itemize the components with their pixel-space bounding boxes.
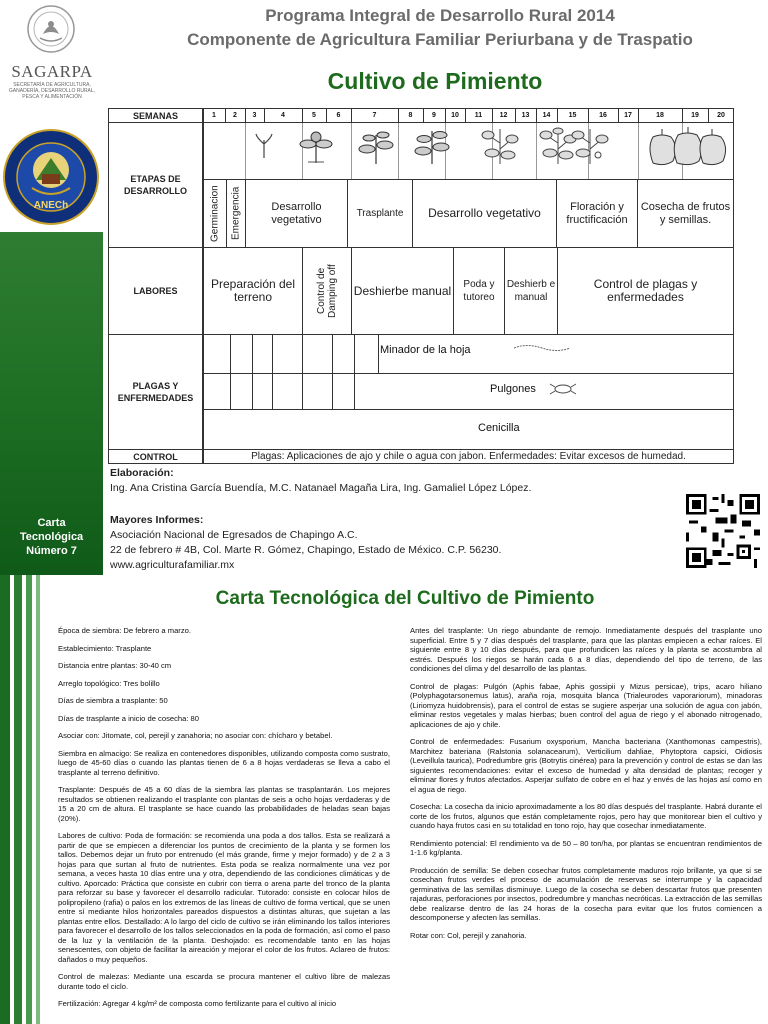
week-divider [245, 108, 246, 123]
week-divider [326, 108, 327, 123]
elaboracion-heading: Elaboración: [110, 467, 174, 479]
week-number: 5 [312, 111, 316, 119]
plaga-grid-line [252, 334, 253, 374]
row-label-plagas: PLAGAS Y ENFERMEDADES [108, 334, 203, 450]
carta-paragraph: Establecimiento: Trasplante [58, 643, 152, 653]
qr-code-icon [686, 494, 760, 568]
labor-deshierbe-2: Deshierb e manual [504, 247, 558, 335]
plant-stage-icon [358, 127, 394, 165]
week-divider [264, 108, 265, 123]
plaga-grid-line [332, 334, 333, 374]
week-number: 10 [451, 111, 459, 119]
weeks-label: SEMANAS [108, 108, 203, 123]
carta-number-label [0, 516, 103, 558]
carta-paragraph: Asociar con: Jitomate, col, perejil y zanahoria; no asociar con: chícharo y betabel. [58, 731, 333, 740]
carta-paragraph: Trasplante: Después de 45 a 60 días de la siembra las plantas se trasplantarán. Los mejores resultados se obtienen realizando el trasplante con plantas de seis a ocho hojas verdaderas y de 15 a 20 cm de altura. El trasplante se hace cuando las probabilidades de heladas sean bajas (20%). [58, 785, 390, 823]
week-divider [515, 108, 516, 123]
labor-preparacion: Preparación del terreno [203, 247, 303, 335]
address: 22 de febrero # 4B, Col. Marte R. Gómez, Chapingo, Estado de México. C.P. 56230. [110, 544, 502, 556]
plaga-grid-line [378, 334, 379, 374]
week-divider [465, 108, 466, 123]
carta-paragraph: Producción de semilla: Se deben cosechar frutos completamente maduros rojo brillante, ya que si se cosechan frutos verdes el proceso de acumulación de reservas se interrumpe y la capacidad germinativa de las semillas disminuye. Luego de la cosecha se deben descartar frutos que presenten rajaduras, perforaciones por insectos, podredumbre y manchas necróticas. La extracción de las semillas debe realizarse dentro de las 24 horas de la cosecha para evitar que los frutos comiencen a descomponerse y afecten las semillas. [410, 865, 762, 922]
week-divider [588, 108, 589, 123]
flowering-plant-icon [570, 125, 610, 165]
plaga-minador: Minador de la hoja [380, 344, 471, 356]
plagas-row-3 [203, 409, 734, 450]
stage-floracion: Floración y fructificación [556, 179, 638, 248]
week-number: 19 [691, 111, 699, 119]
anech-label: ANECh [33, 200, 69, 211]
week-number: 7 [372, 111, 377, 119]
week-number: 2 [233, 111, 237, 119]
carta-paragraph: Días de trasplante a inicio de cosecha: 80 [58, 713, 199, 723]
page-title: Cultivo de Pimiento [327, 68, 543, 94]
plaga-grid-line [302, 373, 303, 410]
carta-band [0, 232, 103, 575]
week-divider [682, 108, 683, 123]
week-divider [225, 108, 226, 123]
young-plant-icon [298, 130, 334, 164]
week-number: 3 [252, 111, 257, 119]
info-heading: Mayores Informes: [110, 514, 204, 526]
week-number: 15 [568, 111, 577, 119]
stage-desarrollo-2: Desarrollo vegetativo [412, 179, 557, 248]
week-number: 9 [432, 111, 436, 119]
carta-paragraph: Días de siembra a trasplante: 50 [58, 696, 168, 705]
plaga-grid-line [230, 334, 231, 374]
plaga-grid-line [272, 334, 273, 374]
carta-paragraph: Fertilización: Agregar 4 kg/m² de composta como fertilizante para el cultivo al inicio [58, 999, 337, 1008]
stage-desarrollo-1: Desarrollo vegetativo [245, 179, 348, 248]
row-label-labores: LABORES [108, 247, 203, 335]
organization: Asociación Nacional de Egresados de Chapingo A.C. [110, 529, 358, 541]
labor-deshierbe: Deshierbe manual [351, 247, 454, 335]
week-divider [638, 108, 639, 123]
carta-paragraph: Rotar con: Col, perejil y zanahoria. [410, 930, 527, 940]
week-number: 1 [212, 111, 216, 119]
sagarpa-logo: SAGARPA [11, 62, 93, 81]
sagarpa-subtitle: SECRETARÍA DE AGRICULTURA, GANADERÍA, DESARROLLO RURAL, PESCA Y ALIMENTACIÓN [8, 82, 96, 100]
plaga-grid-line [354, 373, 355, 410]
carta-paragraph: Rendimiento potencial: El rendimiento va de 50 – 80 ton/ha, por plantas se encuentran rendimientos de 1-1.6 kg/planta. [410, 838, 762, 857]
week-divider [557, 108, 558, 123]
plaga-pulgones: Pulgones [490, 383, 536, 395]
stage-emergencia: Emergencia [226, 179, 246, 248]
pepper-fruits-icon [643, 127, 729, 167]
seedling-icon [253, 130, 275, 160]
week-divider [708, 108, 709, 123]
carta-line3: Número 7 [26, 545, 77, 557]
labor-damping: Control de Damping off [302, 247, 352, 335]
component-title: Componente de Agricultura Familiar Periurbana y de Traspatio [187, 30, 693, 49]
carta-paragraph: Cosecha: La cosecha da inicio aproximadamente a los 80 días después del trasplante. Habrá durante el corte de los frutos, algunos que están completamente rojos, pero hay que monitorear bien el cultivo y cuando haya frutos casi en su totalidad en tono rojo, hay que cosechar inmediatamente. [410, 802, 762, 830]
decorative-stripes [0, 575, 40, 1024]
labor-control-plagas: Control de plagas y enfermedades [557, 247, 734, 335]
carta-right-column [410, 626, 762, 948]
carta-left-column [58, 626, 390, 1017]
carta-paragraph: Época de siembra: De febrero a marzo. [58, 626, 191, 635]
control-text: Plagas: Aplicaciones de ajo y chile o agua con jabon. Enfermedades: Evitar excesos de humedad. [203, 449, 734, 464]
week-divider [618, 108, 619, 123]
week-number: 6 [336, 111, 341, 119]
week-number: 17 [624, 111, 632, 119]
carta-paragraph: Arreglo topológico: Tres bolillo [58, 678, 160, 688]
stage-trasplante: Trasplante [347, 179, 413, 248]
carta-paragraph: Control de enfermedades: Fusarium oxysporium, Mancha bacteriana (Xanthomonas campestris), Marchitez bateriana (Ralstonia solanacearum), Verticilium dahliae, Phytoptora capsici, Oidiosis (Leveillula taurica), Podredumbre gris (Botrytis cinérea) para la prevención y control de estas se dan las siguientes recomendaciones: evitar el exceso de humedad y alta densidad de plantas; recoger y eliminar flores y frutos afectados. Asperjar sulfato de cobre en el haz y envés de las hojas así como en el agua de riego. [410, 737, 762, 794]
week-number: 20 [717, 111, 725, 119]
week-divider [423, 108, 424, 123]
week-divider [492, 108, 493, 123]
week-number: 13 [521, 111, 530, 119]
crop-calendar [108, 108, 734, 464]
stage-germinacion: Germinacion [203, 179, 227, 248]
carta-paragraph: Labores de cultivo: Poda de formación: se recomienda una poda a dos tallos. Esta se realizará a partir de que se empiecen a diferenciar los puntos de crecimiento de la planta y se formen los tallos. Debemos dejar un fruto por entrenudo (el más grande, firme y mejor formado) y de 2 a 3 hojas para que surtan al fruto de nutrientes. Esta poda se realiza normalmente una vez por semana, a veces hasta 10 días entre una y otra, dependiendo de las condiciones climáticas y de cultivo. Aporcado: Práctica que consiste en cubrir con tierra o arena parte del tronco de la planta para reforzar su base y favorecer el desarrollo radicular. Tutorado: consiste en colocar hilos de polipropileno (rafia) o palos en los extremos de las líneas de cultivo de forma vertical, que se unen entre sí mediante hilos horizontales pareados dispuestos a distintas alturas, que sujetan a las plantas entre ellos. Destallado: A lo largo del ciclo de cultivo se irán eliminando los tallos interiores para favorecer el desarrollo de los tallos seleccionados en la poda de formación, así como el paso de la luz y la ventilación de la planta. Deshojado: es recomendable tanto en las hojas senescentes, con objeto de facilitar la aireación y mejorar el color de los frutos. Aclareo de frutos: dañados o muy pequeños. [58, 831, 390, 964]
row-label-etapas: ETAPAS DE DESARROLLO [108, 122, 203, 248]
week-number: 16 [599, 111, 607, 119]
carta-line2: Tecnológica [19, 531, 84, 543]
week-number: 4 [281, 111, 285, 119]
carta-title: Carta Tecnológica del Cultivo de Pimiento [215, 588, 595, 609]
plaga-grid-line [272, 373, 273, 410]
week-number: 12 [499, 111, 508, 119]
website-link[interactable]: www.agriculturafamiliar.mx [110, 559, 235, 571]
week-divider [351, 108, 352, 123]
row-label-control: CONTROL [108, 449, 203, 464]
week-number: 18 [656, 111, 664, 119]
week-number: 8 [408, 111, 413, 119]
carta-paragraph: Control de malezas: Mediante una escarda se procura mantener el cultivo libre de malezas durante todo el ciclo. [58, 972, 390, 991]
plaga-grid-line [302, 334, 303, 374]
plaga-grid-line [252, 373, 253, 410]
carta-paragraph: Control de plagas: Pulgón (Aphis fabae, Aphis gossipii y Mizus persicae), trips, acaro hiliano (Polyphagotarsonemus latus), araña roja, mosquita blanca (Trialeurodes vaporariorum), minadoras (Liriomyza huidobrensis), para el control de estas se sugiere asperjar una solución de agua con jabón, eliminar restos vegetales y malas hierbas; buen control del agua de riego y el abonado nitrogenado, aplicaciones de ajo y chile. [410, 681, 762, 729]
carta-paragraph: Antes del trasplante: Un riego abundante de remojo. Inmediatamente después del trasplante uno superficial. Entre 5 y 7 días después del trasplante, para que las plantas empiecen a echar raíces. El siguiente entre 8 y 10 días después, para que profundicen las raíces y la planta se acostumbra al estrés. Después los riegos se harán cada 6 a 8 días, dependiendo del tipo de terreno, de las condiciones del clima y del desarrollo de las plantas. [410, 626, 762, 673]
plaga-grid-line [354, 334, 355, 374]
transplant-plant-icon [414, 125, 450, 165]
week-divider [536, 108, 537, 123]
week-divider [445, 108, 446, 123]
mexico-seal-icon [26, 4, 76, 54]
stage-cosecha: Cosecha de frutos y semillas. [637, 179, 734, 248]
anech-logo-icon [2, 128, 100, 226]
program-title: Programa Integral de Desarrollo Rural 2014 [265, 6, 615, 25]
leafminer-icon [512, 341, 572, 355]
carta-paragraph: Distancia entre plantas: 30-40 cm [58, 661, 172, 670]
plaga-grid-line [230, 373, 231, 410]
plagas-row-2 [203, 373, 734, 410]
plaga-grid-line [332, 373, 333, 410]
carta-line1: Carta [37, 517, 66, 529]
vegetative-plant-icon [480, 125, 520, 165]
plaga-cenicilla: Cenicilla [478, 422, 520, 434]
week-number: 11 [474, 111, 483, 119]
labor-poda: Poda y tutoreo [453, 247, 505, 335]
week-divider [302, 108, 303, 123]
week-number: 14 [542, 111, 551, 119]
authors: Ing. Ana Cristina García Buendía, M.C. Natanael Magaña Lira, Ing. Gamaliel López López. [110, 482, 532, 494]
week-divider [398, 108, 399, 123]
carta-paragraph: Siembra en almacigo: Se realiza en contenedores disponibles, utilizando composta como sustrato, luego de 45-60 días o cuando las plantas tienen de 6 a 8 hojas verdaderas se lleva a cabo el trasplante al terreno definitivo. [58, 748, 390, 777]
aphid-icon [548, 382, 578, 396]
credits [110, 466, 680, 573]
